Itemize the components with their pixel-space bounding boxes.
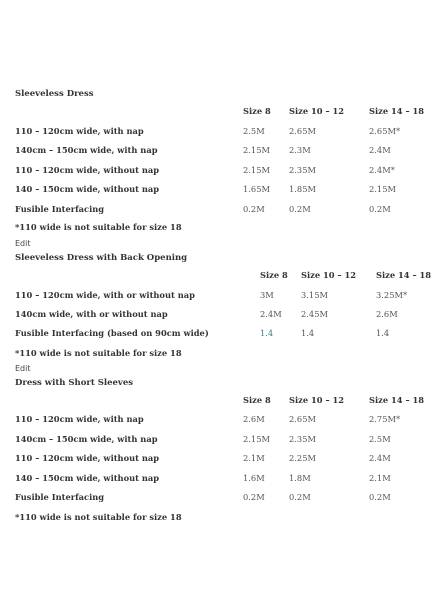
row-label: 140cm – 150cm wide, with nap [15,434,158,444]
cell-value: 3.15M [301,290,328,300]
cell-value: 2.4M [260,309,282,319]
cell-value: 2.65M [289,126,316,136]
row-label: 110 – 120cm wide, without nap [15,165,160,175]
cell-value: 2.15M [243,434,270,444]
section-title: Dress with Short Sleeves [15,378,134,388]
cell-value: 0.2M [369,204,391,214]
cell-value: 2.4M [369,453,391,463]
column-header-size-10-12: Size 10 – 12 [289,395,345,405]
column-header-size-14-18: Size 14 – 18 [369,395,425,405]
column-header-size-14-18: Size 14 – 18 [376,270,432,280]
cell-value: 2.15M [369,184,396,194]
cell-value: 2.15M [243,165,270,175]
row-label: 140cm wide, with or without nap [15,309,168,319]
column-header-size-14-18: Size 14 – 18 [369,106,425,116]
cell-value: 1.4 [301,328,315,338]
cell-value: 0.2M [243,492,265,502]
cell-value: 1.4 [260,328,274,338]
edit-link[interactable]: Edit [15,364,31,373]
row-label: 110 – 120cm wide, with nap [15,414,144,424]
footnote: *110 wide is not suitable for size 18 [15,512,182,522]
row-label: Fusible Interfacing [15,492,105,502]
cell-value: 2.5M [369,434,391,444]
cell-value: 1.85M [289,184,316,194]
cell-value: 2.15M [243,145,270,155]
cell-value: 2.3M [289,145,311,155]
row-label: 140 – 150cm wide, without nap [15,473,160,483]
section-title: Sleeveless Dress [15,89,94,99]
row-label: Fusible Interfacing [15,204,105,214]
cell-value: 2.65M [289,414,316,424]
row-label: 140cm – 150cm wide, with nap [15,145,158,155]
row-label: 110 – 120cm wide, with or without nap [15,290,195,300]
cell-value: 2.75M* [369,414,401,424]
cell-value: 1.6M [243,473,265,483]
footnote: *110 wide is not suitable for size 18 [15,222,182,232]
cell-value: 0.2M [369,492,391,502]
cell-value: 0.2M [289,492,311,502]
cell-value: 2.1M [369,473,391,483]
row-label: 110 – 120cm wide, without nap [15,453,160,463]
column-header-size-10-12: Size 10 – 12 [301,270,357,280]
footnote: *110 wide is not suitable for size 18 [15,348,182,358]
cell-value: 2.35M [289,434,316,444]
cell-value: 0.2M [243,204,265,214]
cell-value: 2.45M [301,309,328,319]
column-header-size-8: Size 8 [243,395,271,405]
column-header-size-8: Size 8 [260,270,288,280]
column-header-size-8: Size 8 [243,106,271,116]
column-header-size-10-12: Size 10 – 12 [289,106,345,116]
cell-value: 1.65M [243,184,270,194]
cell-value: 2.1M [243,453,265,463]
cell-value: 0.2M [289,204,311,214]
row-label: 140 – 150cm wide, without nap [15,184,160,194]
cell-value: 2.5M [243,126,265,136]
cell-value: 2.4M [369,145,391,155]
edit-link[interactable]: Edit [15,239,31,248]
cell-value: 3.25M* [376,290,408,300]
section-title: Sleeveless Dress with Back Opening [15,253,188,263]
cell-value: 2.65M* [369,126,401,136]
cell-value: 2.6M [243,414,265,424]
cell-value: 2.25M [289,453,316,463]
row-label: Fusible Interfacing (based on 90cm wide) [15,328,209,338]
cell-value: 1.4 [376,328,390,338]
row-label: 110 – 120cm wide, with nap [15,126,144,136]
cell-value: 3M [260,290,274,300]
cell-value: 2.6M [376,309,398,319]
cell-value: 2.35M [289,165,316,175]
cell-value: 2.4M* [369,165,395,175]
cell-value: 1.8M [289,473,311,483]
